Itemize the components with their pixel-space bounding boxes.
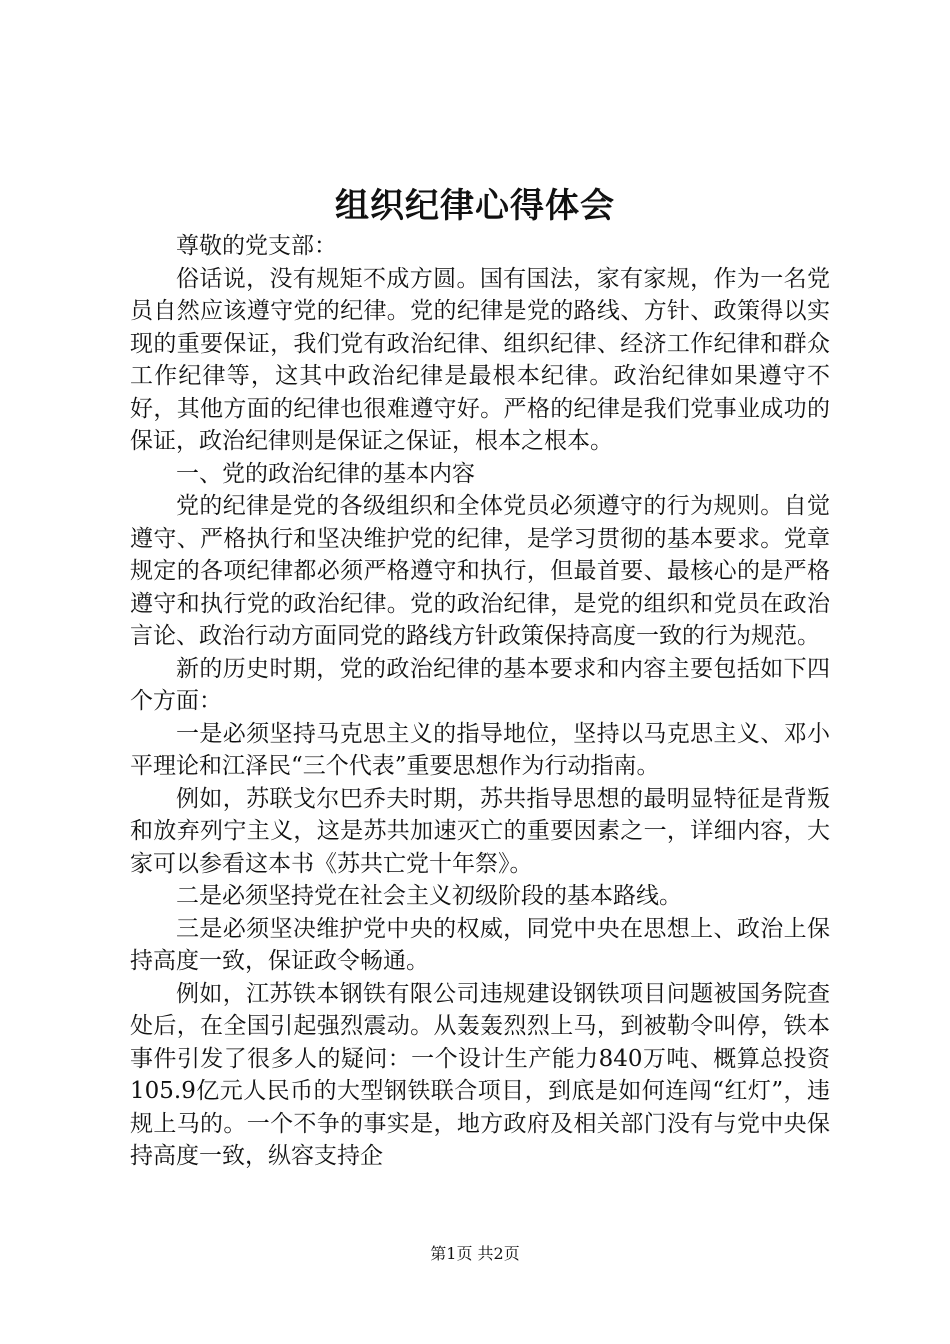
document-title: 组织纪律心得体会 bbox=[335, 186, 615, 226]
paragraph: 二是必须坚持党在社会主义初级阶段的基本路线。 bbox=[176, 883, 682, 909]
paragraph: 三是必须坚决维护党中央的权威，同党中央在思想上、政治上保持高度一致，保证政令畅通。 bbox=[130, 915, 830, 974]
paragraph: 俗话说，没有规矩不成方圆。国有国法，家有家规，作为一名党员自然应该遵守党的纪律。党的纪律是党的路线、方针、政策得以实现的重要保证，我们党有政治纪律、组织纪律、经济工作纪律和群众工作纪律等，这其中政治纪律是最根本纪律。政治纪律如果遵守不好，其他方面的纪律也很难遵守好。严格的纪律是我们党事业成功的保证，政治纪律则是保证之保证，根本之根本。 bbox=[130, 265, 830, 454]
paragraph: 新的历史时期，党的政治纪律的基本要求和内容主要包括如下四个方面： bbox=[130, 655, 830, 714]
section-heading: 一、党的政治纪律的基本内容 bbox=[176, 460, 475, 487]
page-number-footer: 第1页 共2页 bbox=[430, 1244, 520, 1263]
document-body bbox=[130, 230, 830, 1173]
salutation: 尊敬的党支部： bbox=[176, 233, 337, 259]
paragraph: 例如，江苏铁本钢铁有限公司违规建设钢铁项目问题被国务院查处后，在全国引起强烈震动。从轰轰烈烈上马，到被勒令叫停，铁本事件引发了很多人的疑问：一个设计生产能力840万吨、概算总投资105.9亿元人民币的大型钢铁联合项目，到底是如何连闯“红灯”，违规上马的。一个不争的事实是，地方政府及相关部门没有与党中央保持高度一致，纵容支持企 bbox=[130, 980, 830, 1169]
paragraph: 一是必须坚持马克思主义的指导地位，坚持以马克思主义、邓小平理论和江泽民“三个代表”重要思想作为行动指南。 bbox=[130, 720, 830, 779]
paragraph: 党的纪律是党的各级组织和全体党员必须遵守的行为规则。自觉遵守、严格执行和坚决维护党的纪律，是学习贯彻的基本要求。党章规定的各项纪律都必须严格遵守和执行，但最首要、最核心的是严格遵守和执行党的政治纪律。党的政治纪律，是党的组织和党员在政治言论、政治行动方面同党的路线方针政策保持高度一致的行为规范。 bbox=[130, 493, 830, 649]
paragraph: 例如，苏联戈尔巴乔夫时期，苏共指导思想的最明显特征是背叛和放弃列宁主义，这是苏共加速灭亡的重要因素之一，详细内容，大家可以参看这本书《苏共亡党十年祭》。 bbox=[130, 785, 830, 877]
